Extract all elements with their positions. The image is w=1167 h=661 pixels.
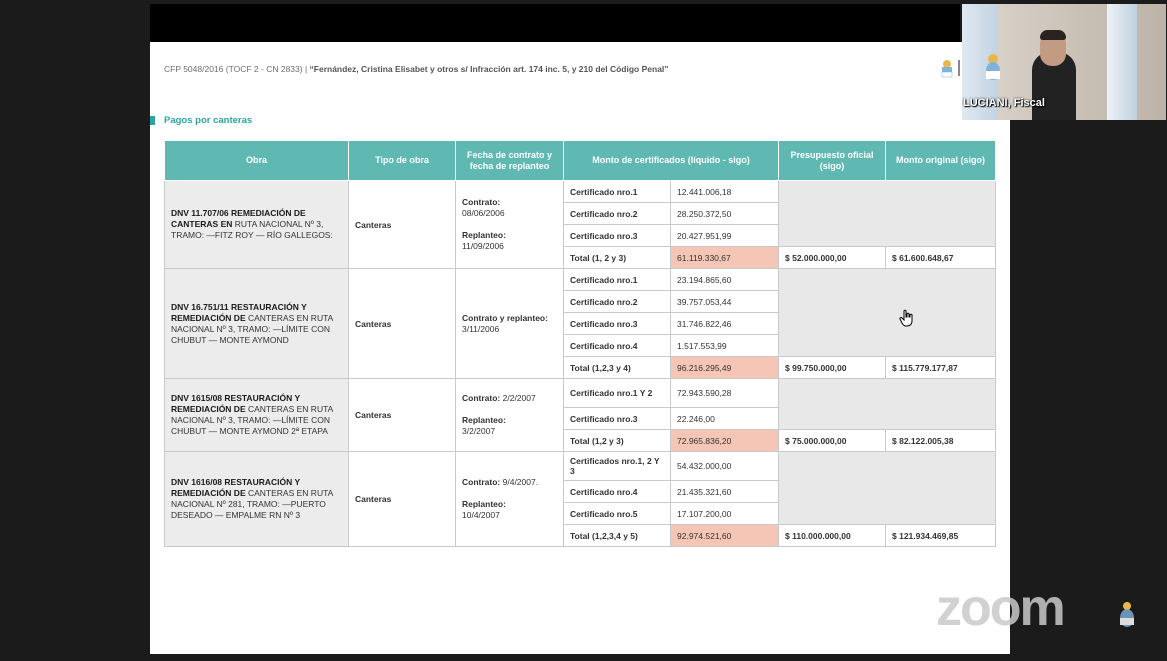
cert-amount: 22.246,00 [671,408,779,430]
contrato-label: Contrato y replanteo: [462,312,548,323]
table-row [165,181,996,203]
case-title: “Fernández, Cristina Elisabet y otros s/ Infracción art. 174 inc. 5, y 210 del Código Penal” [309,64,669,74]
monto-original: $ 61.600.648,67 [886,247,996,269]
cert-amount: 31.746.822,46 [671,313,779,335]
cert-label: Certificado nro.5 [564,503,671,525]
contrato-label: Contrato: [462,393,501,403]
presupuesto-oficial: $ 75.000.000,00 [779,430,886,452]
tipo-cell: Canteras [349,269,456,379]
section-marker [150,116,155,125]
cert-label: Certificado nro.1 [564,269,671,291]
cert-amount: 28.250.372,50 [671,203,779,225]
obra-cell [165,181,349,269]
obra-cell [165,269,349,379]
replanteo-date: 11/09/2006 [462,241,504,251]
presupuesto-oficial: $ 52.000.000,00 [779,247,886,269]
contrato-label: Contrato: [462,197,501,207]
fecha-cell [456,181,564,269]
table-header-row [165,141,996,181]
obra-code: DNV 11.707/06 REMEDIACIÓN DE CANTERAS EN [171,208,306,229]
empty-cell [779,452,996,525]
slide-header [164,64,669,74]
screen-share-top-bar [150,4,960,42]
total-label: Total (1,2,3,4 y 5) [564,525,671,547]
cert-amount: 20.427.951,99 [671,225,779,247]
cert-amount: 72.943.590,28 [671,379,779,408]
cert-amount: 54.432.000,00 [671,452,779,481]
cert-amount: 17.107.200,00 [671,503,779,525]
total-amount: 96.216.295,49 [671,357,779,379]
header-presupuesto: Presupuesto oficial (sigo) [779,141,886,181]
case-reference: CFP 5048/2016 (TOCF 2 - CN 2833) | [164,64,308,74]
cert-label: Certificado nro.3 [564,313,671,335]
monto-original: $ 121.934.469,85 [886,525,996,547]
flag-right [1107,4,1137,120]
cert-label: Certificado nro.4 [564,481,671,503]
section-title: Pagos por canteras [164,115,253,126]
hand-cursor-icon [898,309,916,327]
payments-table [164,140,996,547]
monto-original: $ 82.122.005,38 [886,430,996,452]
cert-label: Certificado nro.3 [564,408,671,430]
presupuesto-oficial: $ 99.750.000,00 [779,357,886,379]
contrato-label: Contrato: [462,477,501,487]
obra-code: DNV 1616/08 RESTAURACIÓN Y REMEDIACIÓN DE [171,477,300,498]
fecha-cell [456,452,564,547]
cert-label: Certificado nro.3 [564,225,671,247]
total-label: Total (1,2,3 y 4) [564,357,671,379]
replanteo-label: Replanteo: [462,415,506,425]
header-fecha: Fecha de contrato y fecha de replanteo [456,141,564,181]
replanteo-date: 3/2/2007 [462,426,496,436]
total-label: Total (1, 2 y 3) [564,247,671,269]
argentina-emblem-icon [1118,600,1136,630]
header-tipo: Tipo de obra [349,141,456,181]
contrato-date: 08/06/2006 [462,208,505,218]
contrato-date: 3/11/2006 [462,323,500,334]
presupuesto-oficial: $ 110.000.000,00 [779,525,886,547]
tipo-cell: Canteras [349,181,456,269]
cert-amount: 12.441.006,18 [671,181,779,203]
obra-description: CANTERAS EN RUTA NACIONAL Nº 3, TRAMO: —LÍMITE CON CHUBUT — MONTE AYMOND 2ª ETAPA [171,404,333,436]
obra-description: RUTA NACIONAL Nº 3, TRAMO: —FITZ ROY — RÍO GALLEGOS: [171,219,333,240]
replanteo-date: 10/4/2007 [462,510,500,520]
cert-label: Certificado nro.4 [564,335,671,357]
header-obra: Obra [165,141,349,181]
obra-description: CANTERAS EN RUTA NACIONAL Nº 3, TRAMO: —LÍMITE CON CHUBUT — MONTE AYMOND [171,312,333,345]
cert-amount: 23.194.865,60 [671,269,779,291]
cert-label: Certificado nro.1 [564,181,671,203]
obra-cell [165,379,349,452]
zoom-logo: zoom [936,579,1064,637]
obra-description: CANTERAS EN RUTA NACIONAL Nº 281, TRAMO: —PUERTO DESEADO — EMPALME RN Nº 3 [171,488,333,520]
fecha-cell [456,269,564,379]
replanteo-label: Replanteo: [462,499,506,509]
contrato-date: 9/4/2007. [502,477,539,487]
participant-video[interactable] [962,4,1166,120]
obra-cell [165,452,349,547]
cert-amount: 1.517.553,99 [671,335,779,357]
total-amount: 72.965.836,20 [671,430,779,452]
cert-label: Certificados nro.1, 2 Y 3 [564,452,671,481]
empty-cell [779,181,996,247]
obra-code: DNV 1615/08 RESTAURACIÓN Y REMEDIACIÓN DE [171,393,300,414]
total-amount: 61.119.330,67 [671,247,779,269]
table-row [165,379,996,408]
tipo-cell: Canteras [349,452,456,547]
header-monto: Monto de certificados (líquido - sigo) [564,141,779,181]
total-label: Total (1,2 y 3) [564,430,671,452]
tipo-cell: Canteras [349,379,456,452]
cert-amount: 21.435.321,60 [671,481,779,503]
cert-label: Certificado nro.1 Y 2 [564,379,671,408]
cert-label: Certificado nro.2 [564,291,671,313]
contrato-date: 2/2/2007 [502,393,536,403]
shared-slide [150,42,1010,654]
total-amount: 92.974.521,60 [671,525,779,547]
empty-cell [779,379,996,430]
obra-code: DNV 16.751/11 RESTAURACIÓN Y REMEDIACIÓN DE [171,301,307,323]
monto-original: $ 115.779.177,87 [886,357,996,379]
argentina-emblem-icon [940,58,954,80]
table-row [165,452,996,481]
table-row [165,269,996,291]
cert-label: Certificado nro.2 [564,203,671,225]
empty-cell [779,269,996,357]
participant-hair [1040,30,1066,40]
replanteo-label: Replanteo: [462,230,506,240]
fecha-cell [456,379,564,452]
header-divider [958,60,960,76]
argentina-emblem-icon [984,52,1002,82]
cert-amount: 39.757.053,44 [671,291,779,313]
participant-name: LUCIANI, Fiscal [963,97,1045,109]
header-original: Monto original (sigo) [886,141,996,181]
